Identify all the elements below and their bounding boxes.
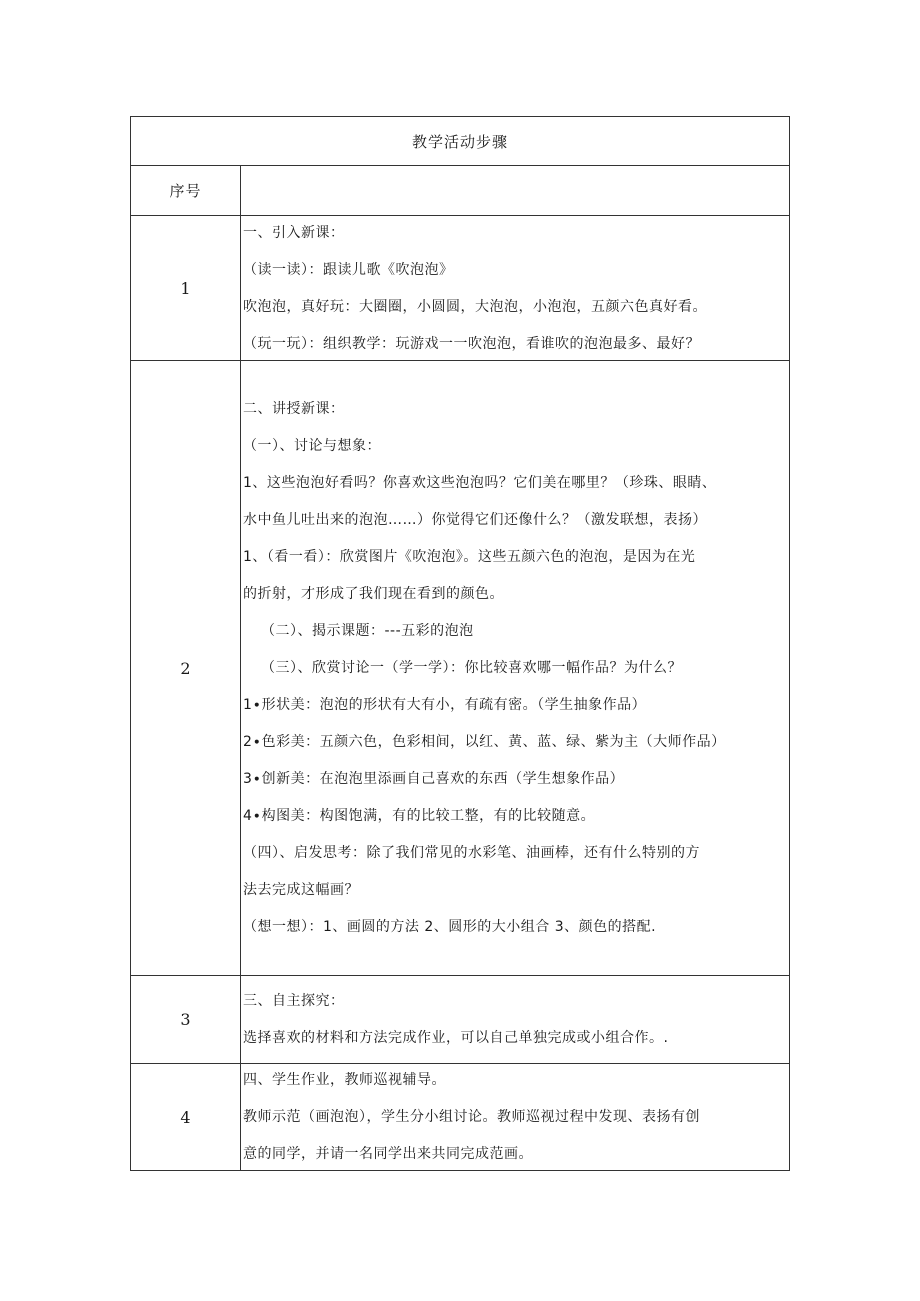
content-line: 四、学生作业，教师巡视辅导。 xyxy=(243,1072,446,1088)
content-line: 教师示范（画泡泡），学生分小组讨论。教师巡视过程中发现、表扬有创 xyxy=(243,1109,700,1125)
table-row xyxy=(131,361,790,976)
content-line: （读一读）：跟读儿歌《吹泡泡》 xyxy=(243,261,454,278)
content-line: 三、自主探究： xyxy=(243,993,345,1009)
content-line: （二）、揭示课题：---五彩的泡泡 xyxy=(261,623,474,639)
row-content xyxy=(241,216,790,361)
content-line: 1、（看一看）：欣赏图片《吹泡泡》。这些五颜六色的泡泡，是因为在光 xyxy=(243,549,696,565)
title-row xyxy=(131,117,790,166)
content-line: 1、这些泡泡好看吗？你喜欢这些泡泡吗？它们美在哪里？（珍珠、眼睛、 xyxy=(243,475,717,491)
row-content xyxy=(241,976,790,1064)
content-line: 4∙构图美：构图饱满，有的比较工整，有的比较随意。 xyxy=(243,808,596,824)
header-content xyxy=(241,166,790,216)
content-line: （三）、欣赏讨论一（学一学）：你比较喜欢哪一幅作品？为什么？ xyxy=(261,660,682,676)
row-number: 2 xyxy=(131,361,241,976)
row-content xyxy=(241,361,790,976)
content-line: 意的同学，并请一名同学出来共同完成范画。 xyxy=(243,1146,533,1162)
table-title: 教学活动步骤 xyxy=(131,117,790,166)
header-number: 序号 xyxy=(131,166,241,216)
content-line: 3∙创新美：在泡泡里添画自己喜欢的东西（学生想象作品） xyxy=(243,771,625,787)
content-line: 2∙色彩美：五颜六色，色彩相间，以红、黄、蓝、绿、紫为主（大师作品） xyxy=(243,734,726,750)
row-content xyxy=(241,1064,790,1171)
content-line: 水中鱼儿吐出来的泡泡……）你觉得它们还像什么？（激发联想，表扬） xyxy=(243,512,707,528)
row-number: 3 xyxy=(131,976,241,1064)
content-line: 选择喜欢的材料和方法完成作业，可以自己单独完成或小组合作。. xyxy=(243,1030,669,1046)
row-number: 1 xyxy=(131,216,241,361)
table-row xyxy=(131,216,790,361)
content-line: 二、讲授新课： xyxy=(243,401,345,417)
content-line: 法去完成这幅画？ xyxy=(243,882,359,898)
row-number: 4 xyxy=(131,1064,241,1171)
content-line: （玩一玩）：组织教学：玩游戏一一吹泡泡，看谁吹的泡泡最多、最好？ xyxy=(243,335,700,352)
teaching-steps-table xyxy=(130,116,790,1171)
table-row xyxy=(131,976,790,1064)
content-line: （四）、启发思考：除了我们常见的水彩笔、油画棒，还有什么特别的方 xyxy=(243,845,700,861)
content-line: 一、引入新课： xyxy=(243,224,345,241)
content-line: 1∙形状美：泡泡的形状有大有小，有疏有密。（学生抽象作品） xyxy=(243,697,647,713)
content-line: 吹泡泡，真好玩：大圈圈，小圆圆，大泡泡，小泡泡，五颜六色真好看。 xyxy=(243,298,707,315)
content-line: 的折射，才形成了我们现在看到的颜色。 xyxy=(243,586,504,602)
content-line: （一）、讨论与想象： xyxy=(243,438,381,454)
table-row xyxy=(131,1064,790,1171)
content-line: （想一想）：1、画圆的方法 2、圆形的大小组合 3、颜色的搭配. xyxy=(243,919,657,935)
header-row xyxy=(131,166,790,216)
